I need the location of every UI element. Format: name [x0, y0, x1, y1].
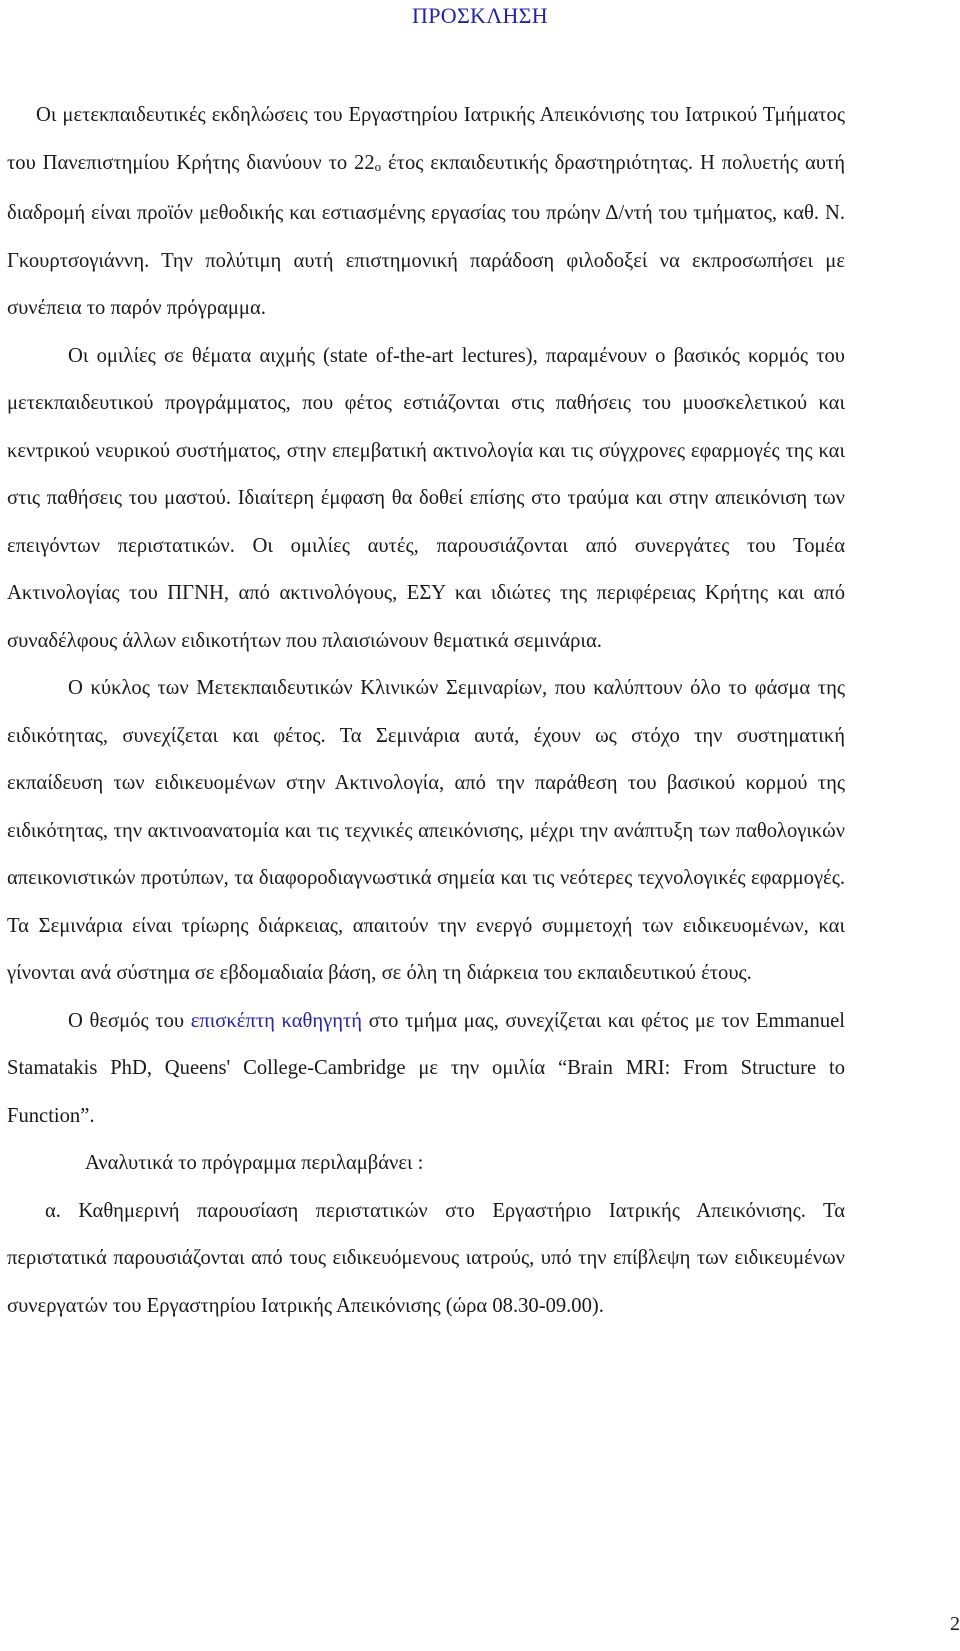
page-number: 2 [950, 1613, 960, 1635]
paragraph-seminars: Ο κύκλος των Μετεκπαιδευτικών Κλινικών Σεμιναρίων, που καλύπτουν όλο το φάσμα της ειδικότητας, συνεχίζεται και φέτος. Τα Σεμινάρια αυτά, έχουν ως στόχο την συστηματική εκπαίδευση των ειδικευομένων στην Ακτινολογία, από την παράθεση του βασικού κορμού της ειδικότητας, την ακτινοανατομία και τις τεχνικές απεικόνισης, μέχρι την ανάπτυξη των παθολογικών απεικονιστικών προτύπων, τα διαφοροδιαγνωστικά σημεία και τις νεότερες τεχνολογικές εφαρμογές. Τα Σεμινάρια είναι τρίωρης διάρκειας, απαιτούν την ενεργό συμμετοχή των ειδικευομένων, και γίνονται ανά σύστημα σε εβδομαδιαία βάση, σε όλη τη διάρκεια του εκπαιδευτικού έτους. [7, 677, 845, 984]
paragraph-program-intro: Αναλυτικά το πρόγραμμα περιλαμβάνει : [85, 1152, 424, 1174]
paragraph-visiting-text: Ο θεσμός του [68, 1009, 191, 1032]
ordinal-subscript: ο [374, 158, 382, 174]
document-body [7, 92, 845, 1330]
paragraph-intro-text-cont: έτος εκπαιδευτικής δραστηριότητας. Η πολυετής αυτή διαδρομή είναι προϊόν μεθοδικής και εστιασμένης εργασίας του πρώην Δ/ντή του τμήματος, καθ. Ν. Γκουρτσογιάννη. Την πολύτιμη αυτή επιστημονική παράδοση φιλοδοξεί να εκπροσωπήσει με συνέπεια το παρόν πρόγραμμα. [7, 151, 845, 319]
paragraph-intro-text: Οι μετεκπαιδευτικές εκδηλώσεις του Εργαστηρίου Ιατρικής Απεικόνισης του Ιατρικού Τμήματος του Πανεπιστημίου Κρήτης διανύουν το 22 [7, 104, 845, 174]
page-title: ΠΡΟΣΚΛΗΣΗ [412, 3, 548, 28]
paragraph-intro [7, 92, 845, 333]
paragraph-lectures: Οι ομιλίες σε θέματα αιχμής (state of-the-art lectures), παραμένουν ο βασικός κορμός του μετεκπαιδευτικού προγράμματος, που φέτος εστιάζονται στις παθήσεις του μυοσκελετικού και κεντρικού νευρικού συστήματος, στην επεμβατική ακτινολογία και τις σύγχρονες εφαρμογές της και στις παθήσεις του μαστού. Ιδιαίτερη έμφαση θα δοθεί επίσης στο τραύμα και στην απεικόνιση των επειγόντων περιστατικών. Οι ομιλίες αυτές, παρουσιάζονται από συνεργάτες του Τομέα Ακτινολογίας του ΠΓΝΗ, από ακτινολόγους, ΕΣΥ και ιδιώτες της περιφέρειας Κρήτης και από συναδέλφους άλλων ειδικοτήτων που πλαισιώνουν θεματικά σεμινάρια. [7, 344, 845, 652]
program-item-a: α. Καθημερινή παρουσίαση περιστατικών στο Εργαστήριο Ιατρικής Απεικόνισης. Τα περιστατικά παρουσιάζονται από τους ειδικευόμενους ιατρούς, υπό την επίβλεψη των ειδικευμένων συνεργατών του Εργαστηρίου Ιατρικής Απεικόνισης (ώρα 08.30-09.00). [7, 1199, 845, 1317]
visiting-professor-link[interactable]: επισκέπτη καθηγητή [190, 1009, 363, 1032]
paragraph-visiting-professor [7, 998, 845, 1141]
paragraph-visiting-text-cont: στο τμήμα μας, συνεχίζεται και φέτος με τον Emmanuel Stamatakis PhD, Queens' College-Cambridge με την ομιλία “Brain MRI: From Structure to Function”. [7, 1009, 845, 1127]
